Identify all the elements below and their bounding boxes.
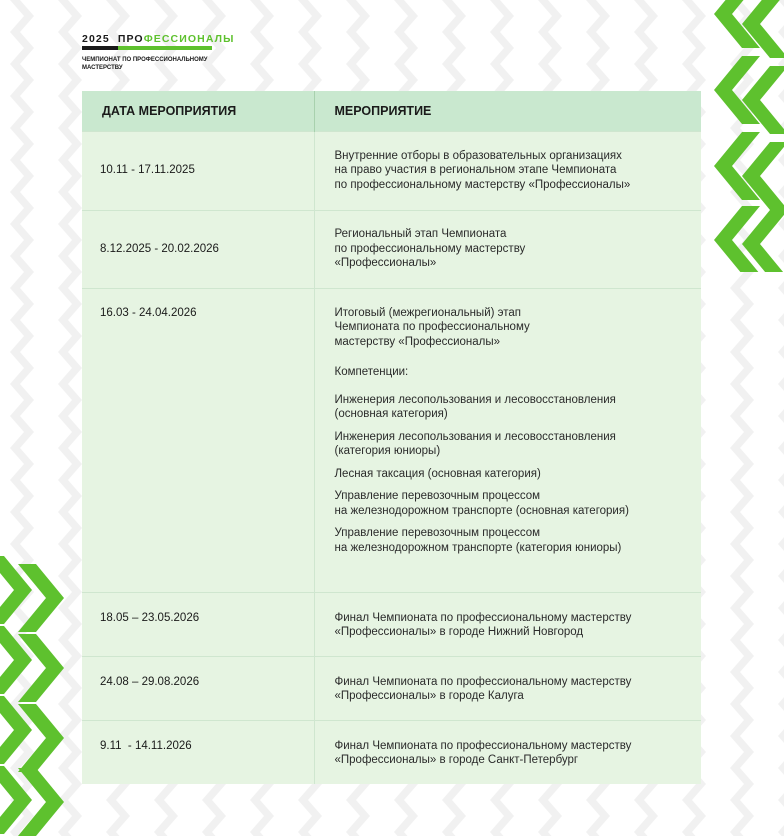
competency-line: Инженерия лесопользования и лесовосстановления [334, 393, 616, 406]
schedule-table-container [82, 91, 701, 784]
table-row [82, 656, 701, 720]
row-date: 8.12.2025 - 20.02.2026 [82, 210, 314, 288]
competency-line: (категория юниоры) [334, 445, 441, 457]
green-chevron-decoration-right [700, 0, 784, 272]
logo-underline [82, 46, 235, 50]
competency-item [335, 526, 688, 555]
table-row [82, 210, 701, 288]
event-line: «Профессионалы» в городе Калуга [334, 690, 524, 702]
competency-line: Управление перевозочным процессом [334, 527, 541, 539]
green-chevron-decoration-left [0, 556, 80, 836]
row-event [314, 288, 701, 592]
row-date: 18.05 – 23.05.2026 [82, 592, 314, 656]
logo-brand-accent: ФЕССИОНАЛЫ [143, 33, 235, 45]
event-line: «Профессионалы» в городе Санкт-Петербург [334, 754, 579, 766]
event-line: Финал Чемпионата по профессиональному мастерству [334, 675, 632, 688]
competency-item [335, 467, 688, 482]
row-event [314, 210, 701, 288]
row-date: 9.11 - 14.11.2026 [82, 720, 314, 784]
logo-bar-green [118, 46, 212, 50]
event-line: на право участия в региональном этапе Чемпионата [334, 164, 617, 177]
championship-logo [82, 33, 235, 72]
competency-line: на железнодорожном транспорте (основная категория) [334, 504, 629, 517]
row-event [314, 656, 701, 720]
logo-year: 2025 [82, 33, 110, 45]
competency-item [335, 489, 688, 518]
logo-brand-dark: ПРО [117, 33, 144, 45]
logo-title [82, 33, 235, 45]
event-line: по профессиональному мастерству «Профессионалы» [334, 178, 631, 191]
row-date: 10.11 - 17.11.2025 [82, 131, 314, 210]
table-row [82, 131, 701, 210]
schedule-table [82, 91, 701, 784]
row-event [314, 592, 701, 656]
event-line: «Профессионалы» [334, 257, 437, 270]
event-line: Внутренние отборы в образовательных организациях [334, 149, 622, 162]
table-row [82, 720, 701, 784]
competency-line: Инженерия лесопользования и лесовосстановления [334, 430, 616, 443]
competency-line: Лесная таксация (основная категория) [334, 467, 541, 480]
event-line: мастерству «Профессионалы» [334, 335, 501, 348]
event-line: Финал Чемпионата по профессиональному мастерству [334, 611, 632, 624]
header-date: ДАТА МЕРОПРИЯТИЯ [82, 91, 314, 131]
header-event: МЕРОПРИЯТИЕ [314, 91, 701, 131]
logo-bar-black [82, 46, 118, 50]
row-event [314, 131, 701, 210]
table-row [82, 592, 701, 656]
competency-line: Управление перевозочным процессом [334, 490, 541, 502]
competency-line: (основная категория) [334, 408, 448, 420]
event-line: «Профессионалы» в городе Нижний Новгород [334, 626, 584, 638]
event-line: по профессиональному мастерству [334, 242, 526, 255]
row-date: 24.08 – 29.08.2026 [82, 656, 314, 720]
event-line: Финал Чемпионата по профессиональному мастерству [334, 739, 632, 752]
competency-line: на железнодорожном транспорте (категория юниоры) [334, 541, 622, 554]
logo-subtitle: ЧЕМПИОНАТ ПО ПРОФЕССИОНАЛЬНОМУ МАСТЕРСТВУ [82, 57, 208, 71]
table-row [82, 288, 701, 592]
table-header-row [82, 91, 701, 131]
competency-item [335, 430, 688, 459]
competencies-label: Компетенции: [334, 366, 409, 378]
event-line: Региональный этап Чемпионата [334, 228, 507, 241]
row-event [314, 720, 701, 784]
competency-item [335, 393, 688, 422]
event-line: Итоговый (межрегиональный) этап [334, 306, 522, 319]
row-date: 16.03 - 24.04.2026 [82, 288, 314, 592]
event-line: Чемпионата по профессиональному [334, 321, 530, 333]
